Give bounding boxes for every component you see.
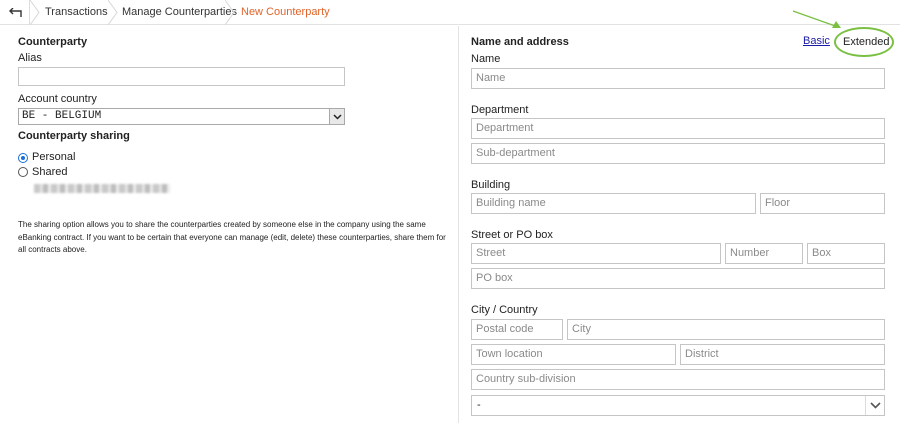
radio-personal-label[interactable]: Personal <box>32 151 76 163</box>
breadcrumb-separator <box>225 0 235 25</box>
building-name-input[interactable]: Building name <box>471 193 756 214</box>
street-label: Street or PO box <box>471 229 553 241</box>
department-label: Department <box>471 104 529 116</box>
account-country-value: BE - BELGIUM <box>22 110 102 122</box>
column-divider <box>458 26 459 423</box>
radio-shared-label[interactable]: Shared <box>32 166 68 178</box>
redacted-contract-text <box>34 184 170 193</box>
street-input[interactable]: Street <box>471 243 721 264</box>
back-button[interactable] <box>0 0 30 25</box>
breadcrumb-separator <box>108 0 118 25</box>
department-input[interactable]: Department <box>471 118 885 139</box>
account-country-select[interactable] <box>18 108 345 125</box>
radio-personal[interactable] <box>18 153 28 163</box>
postal-code-input[interactable]: Postal code <box>471 319 563 340</box>
breadcrumb-transactions[interactable]: Transactions <box>45 6 108 18</box>
number-input[interactable]: Number <box>725 243 803 264</box>
name-address-title: Name and address <box>471 36 569 48</box>
back-arrow-icon <box>8 8 22 18</box>
name-input[interactable]: Name <box>471 68 885 89</box>
district-input[interactable]: District <box>680 344 885 365</box>
chevron-down-icon <box>865 396 884 415</box>
country-select-value: - <box>477 399 481 411</box>
city-country-label: City / Country <box>471 304 538 316</box>
basic-mode-link[interactable]: Basic <box>803 35 830 47</box>
town-location-input[interactable]: Town location <box>471 344 676 365</box>
box-input[interactable]: Box <box>807 243 885 264</box>
radio-shared[interactable] <box>18 167 28 177</box>
city-input[interactable]: City <box>567 319 885 340</box>
account-country-label: Account country <box>18 93 97 105</box>
sharing-info-text: The sharing option allows you to share the counterparties created by someone else in the company using the same eBanking contract. If you want to be certain that everyone can manage (edit, delete) these counterparties, share them for all contracts above. <box>18 220 446 254</box>
country-select[interactable] <box>471 395 885 416</box>
building-label: Building <box>471 179 511 191</box>
breadcrumb-separator <box>30 0 40 25</box>
po-box-input[interactable]: PO box <box>471 268 885 289</box>
alias-input[interactable] <box>18 67 345 86</box>
name-label: Name <box>471 53 501 65</box>
sub-department-input[interactable]: Sub-department <box>471 143 885 164</box>
sharing-title: Counterparty sharing <box>18 130 130 142</box>
breadcrumb-manage-counterparties[interactable]: Manage Counterparties <box>122 6 237 18</box>
breadcrumb-new-counterparty: New Counterparty <box>241 6 330 18</box>
chevron-down-icon <box>329 109 344 124</box>
country-subdivision-input[interactable]: Country sub-division <box>471 369 885 390</box>
alias-label: Alias <box>18 52 42 64</box>
annotation-arrow-icon <box>790 8 846 32</box>
breadcrumb <box>0 0 900 25</box>
floor-input[interactable]: Floor <box>760 193 885 214</box>
counterparty-section-title: Counterparty <box>18 36 88 48</box>
extended-mode-label[interactable]: Extended <box>843 36 890 48</box>
